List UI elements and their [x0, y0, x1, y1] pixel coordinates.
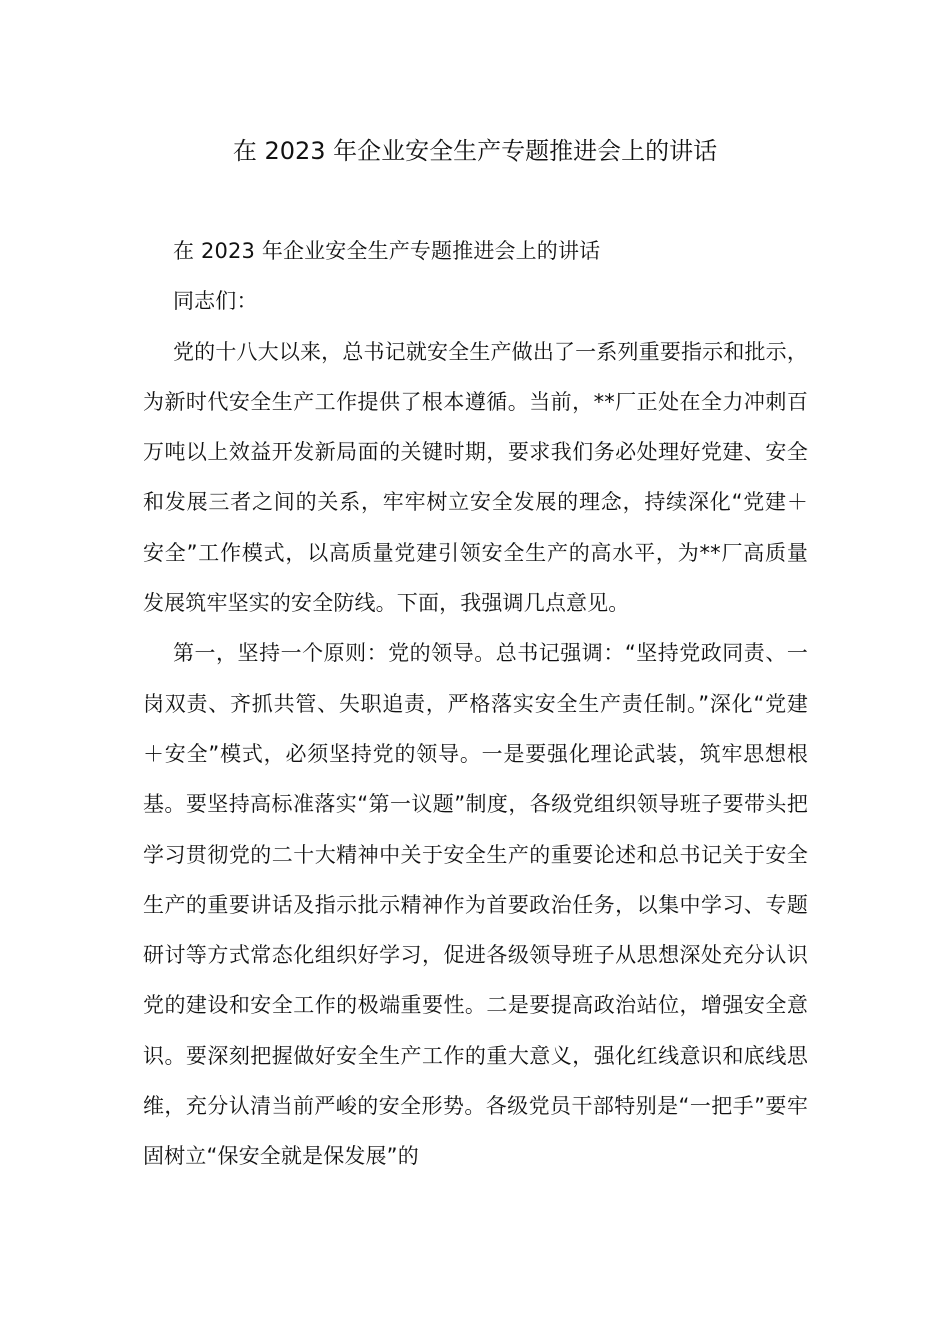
body-heading-paragraph: 在 2023 年企业安全生产专题推进会上的讲话	[173, 239, 601, 263]
document-body	[143, 226, 808, 1182]
document-title: 在 2023 年企业安全生产专题推进会上的讲话	[232, 137, 718, 165]
salutation-paragraph: 同志们：	[173, 289, 258, 314]
first-point-paragraph: 第一，坚持一个原则：党的领导。总书记强调：“坚持党政同责、一岗双责、齐抓共管、失职追责，严格落实安全生产责任制。”深化“党建＋安全”模式，必须坚持党的领导。一是要强化理论武装，筑牢思想根基。要坚持高标准落实“第一议题”制度，各级党组织领导班子要带头把学习贯彻党的二十大精神中关于安全生产的重要论述和总书记关于安全生产的重要讲话及指示批示精神作为首要政治任务，以集中学习、专题研讨等方式常态化组织好学习，促进各级领导班子从思想深处充分认识党的建设和安全工作的极端重要性。二是要提高政治站位，增强安全意识。要深刻把握做好安全生产工作的重大意义，强化红线意识和底线思维，充分认清当前严峻的安全形势。各级党员干部特别是“一把手”要牢固树立“保安全就是保发展”的	[143, 641, 808, 1169]
intro-paragraph: 党的十八大以来，总书记就安全生产做出了一系列重要指示和批示，为新时代安全生产工作提供了根本遵循。当前，**厂正处在全力冲刺百万吨以上效益开发新局面的关键时期，要求我们务必处理好党建、安全和发展三者之间的关系，牢牢树立安全发展的理念，持续深化“党建＋安全”工作模式，以高质量党建引领安全生产的高水平，为**厂高质量发展筑牢坚实的安全防线。下面，我强调几点意见。	[143, 339, 808, 616]
